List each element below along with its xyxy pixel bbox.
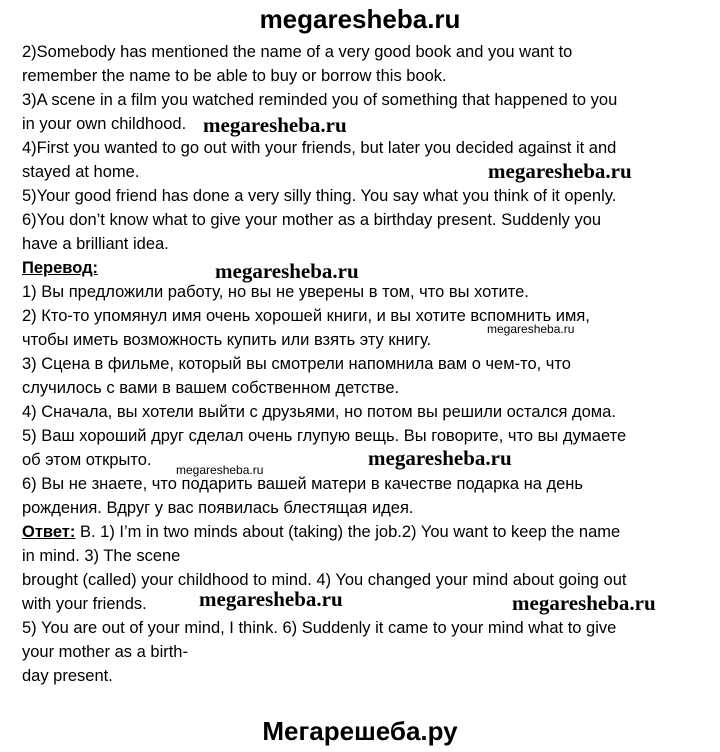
translation-line: чтобы иметь возможность купить или взять эту книгу. [22,331,432,349]
translation-line: 3) Сцена в фильме, который вы смотрели напомнила вам о чем-то, что [22,355,571,373]
answer-line: brought (called) your childhood to mind. 4) You changed your mind about going out [22,571,627,589]
translation-line: об этом открыто. [22,451,152,469]
answer-line: 5) You are out of your mind, I think. 6) Suddenly it came to your mind what to give [22,619,617,637]
site-header: megaresheba.ru [259,4,461,34]
answer-line: with your friends. [22,595,147,613]
translation-line: рождения. Вдруг у вас появилась блестящая идея. [22,499,414,517]
site-footer: Мегарешеба.ру [262,716,458,746]
exercise-line: 3)A scene in a film you watched reminded you of something that happened to you [22,91,618,109]
translation-line: 2) Кто-то упомянул имя очень хорошей книги, и вы хотите вспомнить имя, [22,307,590,325]
watermark: megaresheba.ru [199,587,343,611]
watermark: megaresheba.ru [215,259,359,283]
answer-line: in mind. 3) The scene [22,547,181,565]
watermark: megaresheba.ru [203,113,347,137]
exercise-line: 4)First you wanted to go out with your friends, but later you decided against it and [22,139,617,157]
exercise-line: have a brilliant idea. [22,235,169,253]
watermark: megaresheba.ru [176,463,264,477]
watermark: megaresheba.ru [512,591,656,615]
translation-line: 6) Вы не знаете, что подарить вашей матери в качестве подарка на день [22,475,583,493]
exercise-line: 5)Your good friend has done a very silly thing. You say what you think of it openly. [22,187,617,205]
exercise-line: in your own childhood. [22,115,187,133]
answer-line: B. 1) I’m in two minds about (taking) the job.2) You want to keep the name [75,523,621,541]
translation-line: 4) Сначала, вы хотели выйти с друзьями, но потом вы решили остался дома. [22,403,616,421]
watermark: megaresheba.ru [487,322,575,336]
exercise-line: stayed at home. [22,163,140,181]
answer-line: your mother as a birth- [22,643,188,661]
watermark: megaresheba.ru [368,446,512,470]
answer-label: Ответ: [22,523,76,541]
exercise-line: 6)You don’t know what to give your mother as a birthday present. Suddenly you [22,211,602,229]
translation-label: Перевод: [22,259,99,277]
exercise-line: remember the name to be able to buy or borrow this book. [22,67,447,85]
translation-line: 5) Ваш хороший друг сделал очень глупую вещь. Вы говорите, что вы думаете [22,427,627,445]
translation-line: 1) Вы предложили работу, но вы не уверены в том, что вы хотите. [22,283,529,301]
exercise-line: 2)Somebody has mentioned the name of a very good book and you want to [22,43,573,61]
translation-line: случилось с вами в вашем собственном детстве. [22,379,400,397]
watermark: megaresheba.ru [488,159,632,183]
answer-line: day present. [22,667,113,685]
